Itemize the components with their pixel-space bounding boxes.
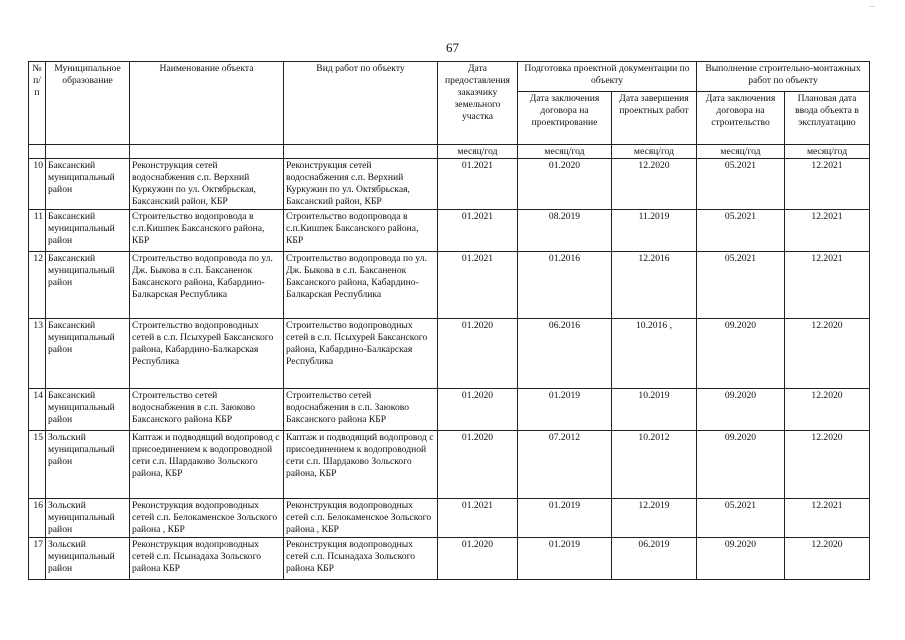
unit-cell-empty xyxy=(29,145,46,159)
row-commission: 12.2020 xyxy=(785,431,870,499)
row-land-date: 01.2021 xyxy=(438,252,518,319)
row-work: Строительство водопровода в с.п.Кишпек Баксанского района, КБР xyxy=(284,210,438,252)
header-construction-group: Выполнение строительно-монтажных работ по объекту xyxy=(697,62,870,92)
unit-cell-empty xyxy=(46,145,130,159)
row-design-contract: 01.2016 xyxy=(518,252,612,319)
row-work: Реконструкция водопроводных сетей с.п. Псынадаха Зольского района КБР xyxy=(284,538,438,580)
header-construction-contract: Дата заключения договора на строительство xyxy=(697,92,785,145)
row-work: Реконструкция водопроводных сетей с.п. Белокаменское Зольского района , КБР xyxy=(284,499,438,538)
row-work: Реконструкция сетей водоснабжения с.п. Верхний Куркужин по ул. Октябрьская, Баксанский район, КБР xyxy=(284,159,438,210)
header-commissioning: Плановая дата ввода объекта в эксплуатацию xyxy=(785,92,870,145)
row-num: 16 xyxy=(29,499,46,538)
row-design-end: 12.2019 xyxy=(612,499,697,538)
row-municipality: Зольский муниципальный район xyxy=(46,431,130,499)
row-design-end: 12.2020 xyxy=(612,159,697,210)
row-commission: 12.2021 xyxy=(785,159,870,210)
row-commission: 12.2020 xyxy=(785,538,870,580)
row-land-date: 01.2020 xyxy=(438,538,518,580)
row-build-contract: 09.2020 xyxy=(697,319,785,389)
row-object: Строительство водопровода в с.п.Кишпек Баксанского района, КБР xyxy=(130,210,284,252)
header-design-end: Дата завершения проектных работ xyxy=(612,92,697,145)
row-commission: 12.2021 xyxy=(785,252,870,319)
row-land-date: 01.2020 xyxy=(438,319,518,389)
row-design-contract: 06.2016 xyxy=(518,319,612,389)
row-commission: 12.2021 xyxy=(785,499,870,538)
row-municipality: Зольский муниципальный район xyxy=(46,499,130,538)
row-work: Строительство водопровода по ул. Дж. Быкова в с.п. Баксаненок Баксанского района, Кабардино-Балкарская Республика xyxy=(284,252,438,319)
objects-table xyxy=(28,61,870,580)
row-municipality: Баксанский муниципальный район xyxy=(46,319,130,389)
row-build-contract: 05.2021 xyxy=(697,159,785,210)
row-design-end: 10.2012 xyxy=(612,431,697,499)
header-design-group: Подготовка проектной документации по объекту xyxy=(518,62,697,92)
table-row xyxy=(29,210,870,252)
row-num: 10 xyxy=(29,159,46,210)
header-land-date: Дата предоставления заказчику земельного участка xyxy=(438,62,518,145)
row-build-contract: 09.2020 xyxy=(697,389,785,431)
row-design-end: 12.2016 xyxy=(612,252,697,319)
row-work: Строительство водопроводных сетей в с.п. Псыхурей Баксанского района, Кабардино-Балкарская Республика xyxy=(284,319,438,389)
unit-cell-empty xyxy=(284,145,438,159)
row-work: Строительство сетей водоснабжения в с.п. Заюково Баксанского района КБР xyxy=(284,389,438,431)
row-design-end: 11.2019 xyxy=(612,210,697,252)
row-design-contract: 01.2019 xyxy=(518,499,612,538)
unit-label: месяц/год xyxy=(612,145,697,159)
unit-label: месяц/год xyxy=(438,145,518,159)
row-municipality: Баксанский муниципальный район xyxy=(46,159,130,210)
row-object: Строительство водопроводных сетей в с.п. Псыхурей Баксанского района, Кабардино-Балкарская Республика xyxy=(130,319,284,389)
row-build-contract: 09.2020 xyxy=(697,538,785,580)
row-land-date: 01.2020 xyxy=(438,431,518,499)
table-row xyxy=(29,252,870,319)
row-object: Строительство водопровода по ул. Дж. Быкова в с.п. Баксаненок Баксанского района, Кабардино-Балкарская Республика xyxy=(130,252,284,319)
row-build-contract: 05.2021 xyxy=(697,252,785,319)
row-design-contract: 01.2019 xyxy=(518,538,612,580)
row-land-date: 01.2021 xyxy=(438,210,518,252)
row-design-contract: 07.2012 xyxy=(518,431,612,499)
row-build-contract: 05.2021 xyxy=(697,210,785,252)
row-num: 12 xyxy=(29,252,46,319)
table-row xyxy=(29,319,870,389)
row-land-date: 01.2021 xyxy=(438,499,518,538)
row-municipality: Баксанский муниципальный район xyxy=(46,210,130,252)
row-design-contract: 01.2019 xyxy=(518,389,612,431)
row-land-date: 01.2020 xyxy=(438,389,518,431)
row-design-contract: 01.2020 xyxy=(518,159,612,210)
unit-cell-empty xyxy=(130,145,284,159)
header-object: Наименование объекта xyxy=(130,62,284,145)
header-work-type: Вид работ по объекту xyxy=(284,62,438,145)
row-object: Каптаж и подводящий водопровод с присоединением к водопроводной сети с.п. Шардаково Зольского района, КБР xyxy=(130,431,284,499)
row-num: 13 xyxy=(29,319,46,389)
corner-mark: ... xyxy=(869,0,875,9)
row-design-end: 10.2019 xyxy=(612,389,697,431)
row-object: Реконструкция водопроводных сетей с.п. Псынадаха Зольского района КБР xyxy=(130,538,284,580)
row-commission: 12.2020 xyxy=(785,389,870,431)
row-design-end: 06.2019 xyxy=(612,538,697,580)
row-land-date: 01.2021 xyxy=(438,159,518,210)
row-object: Реконструкция водопроводных сетей с.п. Белокаменское Зольского района , КБР xyxy=(130,499,284,538)
row-build-contract: 09.2020 xyxy=(697,431,785,499)
table-row xyxy=(29,431,870,499)
row-commission: 12.2021 xyxy=(785,210,870,252)
row-municipality: Зольский муниципальный район xyxy=(46,538,130,580)
row-num: 17 xyxy=(29,538,46,580)
row-commission: 12.2020 xyxy=(785,319,870,389)
table-row xyxy=(29,389,870,431)
table-row xyxy=(29,499,870,538)
row-municipality: Баксанский муниципальный район xyxy=(46,389,130,431)
row-design-end: 10.2016 , xyxy=(612,319,697,389)
row-build-contract: 05.2021 xyxy=(697,499,785,538)
row-design-contract: 08.2019 xyxy=(518,210,612,252)
page-number: 67 xyxy=(446,40,459,55)
header-num: № п/п xyxy=(29,62,46,145)
table-row xyxy=(29,538,870,580)
unit-label: месяц/год xyxy=(785,145,870,159)
row-num: 14 xyxy=(29,389,46,431)
row-object: Реконструкция сетей водоснабжения с.п. Верхний Куркужин по ул. Октябрьская, Баксанский район, КБР xyxy=(130,159,284,210)
header-municipality: Муниципальное образование xyxy=(46,62,130,145)
header-design-contract: Дата заключения договора на проектирование xyxy=(518,92,612,145)
row-work: Каптаж и подводящий водопровод с присоединением к водопроводной сети с.п. Шардаково Зольского района, КБР xyxy=(284,431,438,499)
unit-label: месяц/год xyxy=(697,145,785,159)
row-num: 15 xyxy=(29,431,46,499)
row-object: Строительство сетей водоснабжения в с.п. Заюково Баксанского района КБР xyxy=(130,389,284,431)
row-municipality: Баксанский муниципальный район xyxy=(46,252,130,319)
table-row xyxy=(29,159,870,210)
row-num: 11 xyxy=(29,210,46,252)
unit-label: месяц/год xyxy=(518,145,612,159)
